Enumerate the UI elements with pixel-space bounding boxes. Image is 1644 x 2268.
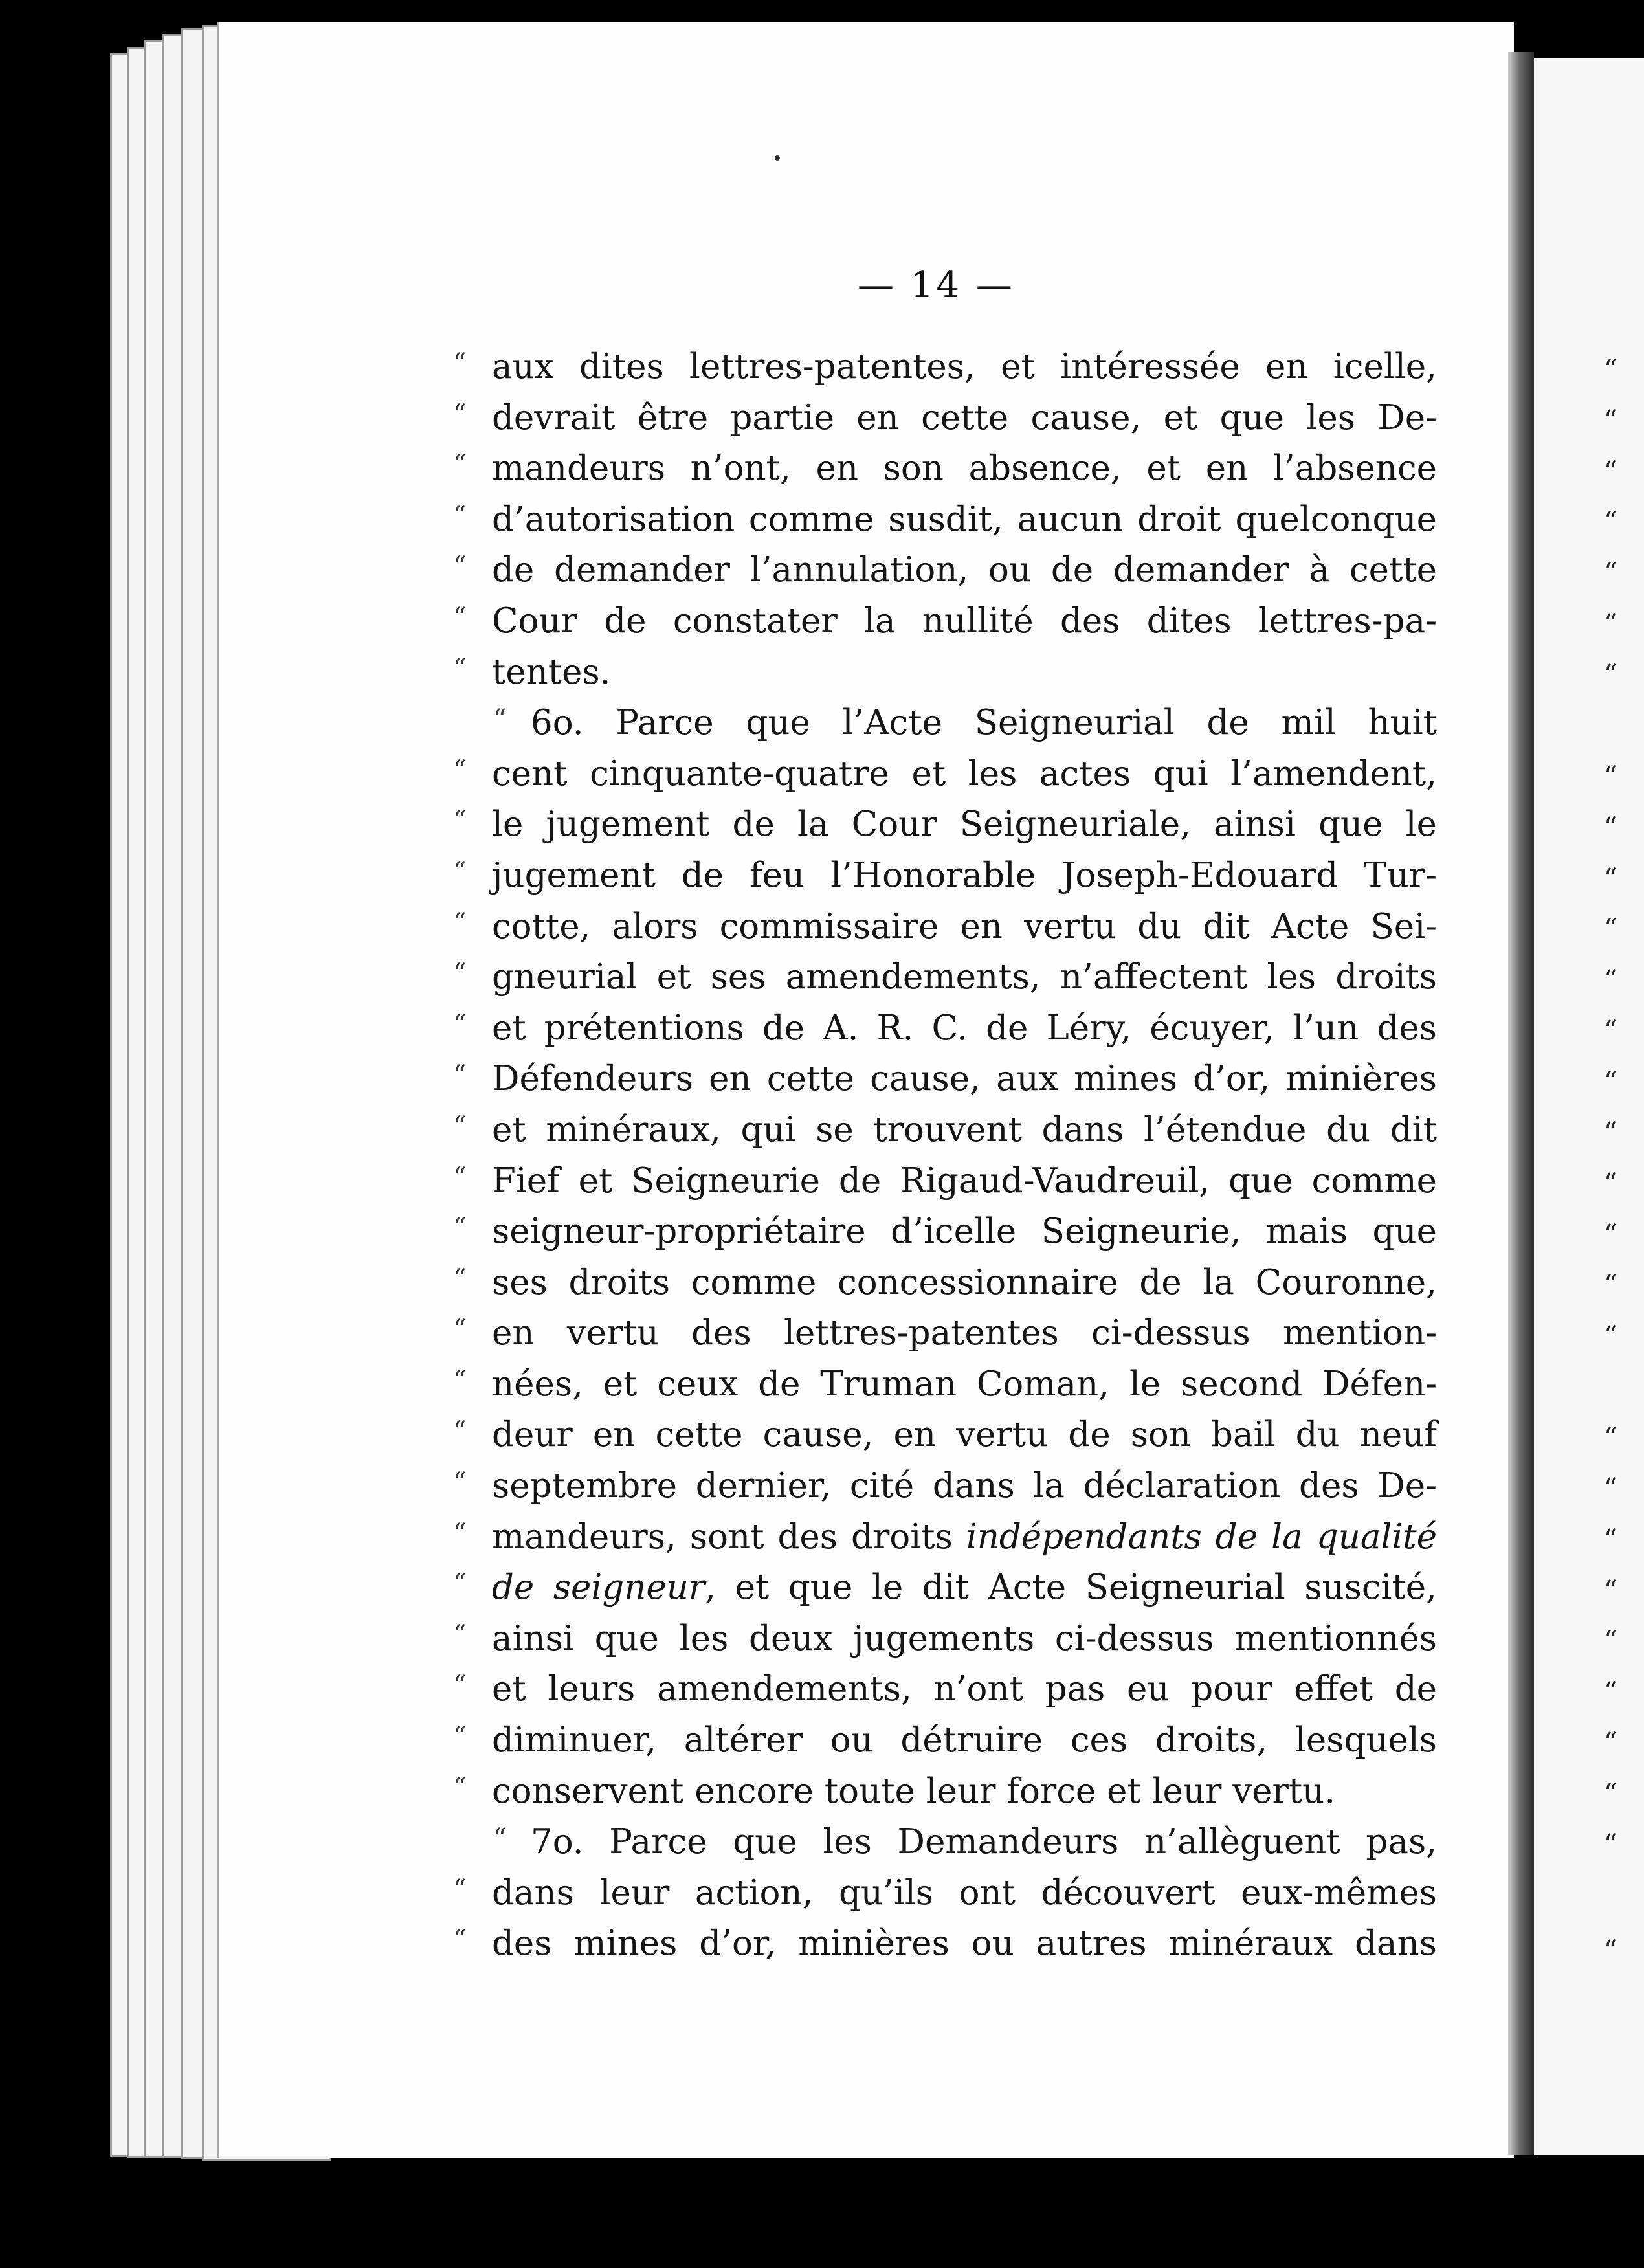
text-line — [427, 952, 1437, 1003]
line-text: en vertu des lettres-patentes ci-dessus mention- — [492, 1313, 1437, 1353]
page-number: — 14 — — [858, 264, 1015, 306]
quote-mark: “ — [453, 1365, 467, 1395]
binding-gutter — [1508, 52, 1534, 2155]
line-text: cotte, alors commissaire en vertu du dit Acte Sei- — [492, 906, 1437, 946]
text-line — [427, 1766, 1424, 1818]
line-text: aux dites lettres-patentes, et intéressée en icelle, — [492, 347, 1437, 386]
text-line — [427, 799, 1437, 850]
text-line — [427, 1206, 1437, 1258]
line-text: nées, et ceux de Truman Coman, le second Défen- — [492, 1364, 1437, 1404]
text-line — [427, 902, 1437, 953]
line-text-roman: mandeurs, sont des droits — [492, 1517, 966, 1557]
facing-quote-mark: “ — [1604, 1067, 1617, 1096]
quote-mark: “ — [453, 1009, 467, 1040]
line-text: mandeurs n’ont, en son absence, et en l’absence — [492, 449, 1437, 489]
line-text — [492, 1512, 1437, 1562]
facing-quote-mark: “ — [1604, 1935, 1617, 1965]
facing-quote-mark: “ — [1604, 1626, 1617, 1656]
line-text: diminuer, altérer ou détruire ces droits, lesquels — [492, 1720, 1437, 1761]
text-line — [427, 443, 1437, 495]
quote-mark: “ — [453, 907, 467, 938]
line-text: des mines d’or, minières ou autres minéraux dans — [492, 1924, 1437, 1964]
line-text-roman: , et que le dit Acte Seigneurial suscité, — [705, 1568, 1437, 1608]
facing-quote-mark: “ — [1604, 1321, 1617, 1351]
text-line — [427, 342, 1437, 393]
line-text: ainsi que les deux jugements ci-dessus mentionnés — [492, 1618, 1437, 1658]
facing-quote-mark: “ — [1604, 456, 1617, 486]
line-text: Cour de constater la nullité des dites lettres-pa- — [492, 601, 1437, 641]
line-text: 6o. Parce que l’Acte Seigneurial de mil huit — [531, 703, 1437, 743]
line-text: et prétentions de A. R. C. de Léry, écuyer, l’un des — [492, 1008, 1437, 1048]
text-line — [427, 1359, 1437, 1410]
line-text: cent cinquante-quatre et les actes qui l’amendent, — [492, 753, 1437, 794]
quote-mark: “ — [453, 755, 467, 785]
text-line — [427, 1868, 1437, 1919]
line-text: jugement de feu l’Honorable Joseph-Edouard Tur- — [492, 855, 1437, 895]
text-line — [427, 1461, 1437, 1512]
facing-quote-mark: “ — [1604, 1829, 1617, 1859]
facing-quote-mark: “ — [1604, 1117, 1617, 1147]
quote-mark: “ — [453, 348, 467, 378]
line-text: le jugement de la Cour Seigneuriale, ainsi que le — [492, 805, 1437, 845]
quote-mark: “ — [453, 1874, 467, 1904]
line-text-italic: de seigneur — [492, 1568, 705, 1608]
quote-mark: “ — [493, 1823, 507, 1854]
facing-quote-mark: “ — [1604, 507, 1617, 537]
text-line — [427, 647, 1424, 698]
text-line — [427, 495, 1437, 546]
paragraph-start-line — [427, 698, 1437, 749]
line-text: deur en cette cause, en vertu de son bail du neuf — [492, 1415, 1437, 1455]
line-text: de demander l’annulation, ou de demander à cette — [492, 550, 1437, 590]
text-line — [427, 1562, 1437, 1614]
line-text: 7o. Parce que les Demandeurs n’allèguent pas, — [531, 1822, 1437, 1862]
quote-mark: “ — [453, 856, 467, 887]
facing-quote-mark: “ — [1604, 914, 1617, 944]
line-text: et minéraux, qui se trouvent dans l’étendue du dit — [492, 1109, 1437, 1150]
quote-mark: “ — [453, 1925, 467, 1955]
line-text: seigneur-propriétaire d’icelle Seigneurie, mais que — [492, 1212, 1437, 1252]
quote-mark: “ — [453, 1467, 467, 1498]
facing-quote-mark: “ — [1604, 1728, 1617, 1757]
facing-quote-mark: “ — [1604, 1677, 1617, 1707]
facing-quote-mark: “ — [1604, 965, 1617, 995]
quote-mark: “ — [453, 450, 467, 480]
text-line — [427, 1410, 1437, 1461]
quote-mark: “ — [453, 551, 467, 582]
facing-quote-mark: “ — [1604, 355, 1617, 384]
quote-mark: “ — [453, 806, 467, 836]
line-text: dans leur action, qu’ils ont découvert eux-mêmes — [492, 1873, 1437, 1913]
quote-mark: “ — [493, 704, 507, 735]
quote-mark: “ — [453, 1416, 467, 1447]
quote-mark: “ — [453, 1060, 467, 1091]
text-line — [427, 1105, 1437, 1156]
text-line — [427, 1512, 1437, 1563]
facing-quote-mark: “ — [1604, 1575, 1617, 1605]
text-line — [427, 1308, 1437, 1359]
quote-mark: “ — [453, 1569, 467, 1599]
facing-quote-mark: “ — [1604, 1779, 1617, 1808]
quote-mark: “ — [453, 1722, 467, 1752]
line-text: gneurial et ses amendements, n’affectent les droits — [492, 957, 1437, 997]
quote-mark: “ — [453, 1213, 467, 1243]
line-text: septembre dernier, cité dans la déclaration des De- — [492, 1466, 1437, 1506]
line-text: tentes. — [492, 652, 611, 692]
quote-mark: “ — [453, 500, 467, 531]
quote-mark: “ — [453, 602, 467, 632]
quote-mark: “ — [453, 1111, 467, 1141]
facing-quote-mark: “ — [1604, 405, 1617, 435]
facing-quote-mark: “ — [1604, 1524, 1617, 1554]
facing-quote-mark: “ — [1604, 1473, 1617, 1503]
text-line — [427, 545, 1437, 596]
facing-quote-mark: “ — [1604, 812, 1617, 842]
text-line — [427, 596, 1437, 647]
text-line — [427, 1715, 1437, 1766]
quote-mark: “ — [453, 1772, 467, 1803]
facing-quote-mark: “ — [1604, 609, 1617, 639]
text-line — [427, 1258, 1437, 1309]
quote-mark: “ — [453, 1619, 467, 1650]
line-text: conservent encore toute leur force et leur vertu. — [492, 1771, 1336, 1811]
facing-quote-mark: “ — [1604, 761, 1617, 791]
line-text — [492, 1562, 1437, 1613]
quote-mark: “ — [453, 1162, 467, 1192]
facing-quote-mark: “ — [1604, 1168, 1617, 1198]
facing-quote-mark: “ — [1604, 1219, 1617, 1249]
text-line — [427, 1918, 1437, 1970]
quote-mark: “ — [453, 653, 467, 684]
text-line — [427, 393, 1437, 444]
text-line — [427, 1614, 1437, 1665]
quote-mark: “ — [453, 1315, 467, 1345]
ink-speck — [775, 155, 780, 161]
line-text: d’autorisation comme susdit, aucun droit quelconque — [492, 499, 1437, 539]
line-text: Défendeurs en cette cause, aux mines d’or, minières — [492, 1059, 1437, 1099]
facing-quote-mark: “ — [1604, 1016, 1617, 1045]
facing-quote-mark: “ — [1604, 1423, 1617, 1452]
paragraph-start-line — [427, 1817, 1437, 1868]
text-line — [427, 1156, 1437, 1207]
line-text-italic: indépendants de la qualité — [966, 1517, 1437, 1557]
text-line — [427, 749, 1437, 800]
line-text: devrait être partie en cette cause, et que les De- — [492, 397, 1437, 438]
line-text: Fief et Seigneurie de Rigaud-Vaudreuil, que comme — [492, 1161, 1437, 1201]
quote-mark: “ — [453, 959, 467, 989]
facing-quote-mark: “ — [1604, 660, 1617, 689]
quote-mark: “ — [453, 1671, 467, 1701]
line-text: ses droits comme concessionnaire de la Couronne, — [492, 1262, 1437, 1302]
text-line — [427, 1054, 1437, 1105]
facing-quote-mark: “ — [1604, 863, 1617, 893]
body-text — [427, 342, 1437, 1970]
quote-mark: “ — [453, 1263, 467, 1294]
quote-mark: “ — [453, 1518, 467, 1548]
facing-quote-mark: “ — [1604, 1270, 1617, 1300]
line-text: et leurs amendements, n’ont pas eu pour effet de — [492, 1669, 1437, 1709]
text-line — [427, 850, 1437, 902]
quote-mark: “ — [453, 399, 467, 429]
text-line — [427, 1664, 1437, 1715]
facing-quote-mark: “ — [1604, 558, 1617, 588]
text-line — [427, 1003, 1437, 1054]
